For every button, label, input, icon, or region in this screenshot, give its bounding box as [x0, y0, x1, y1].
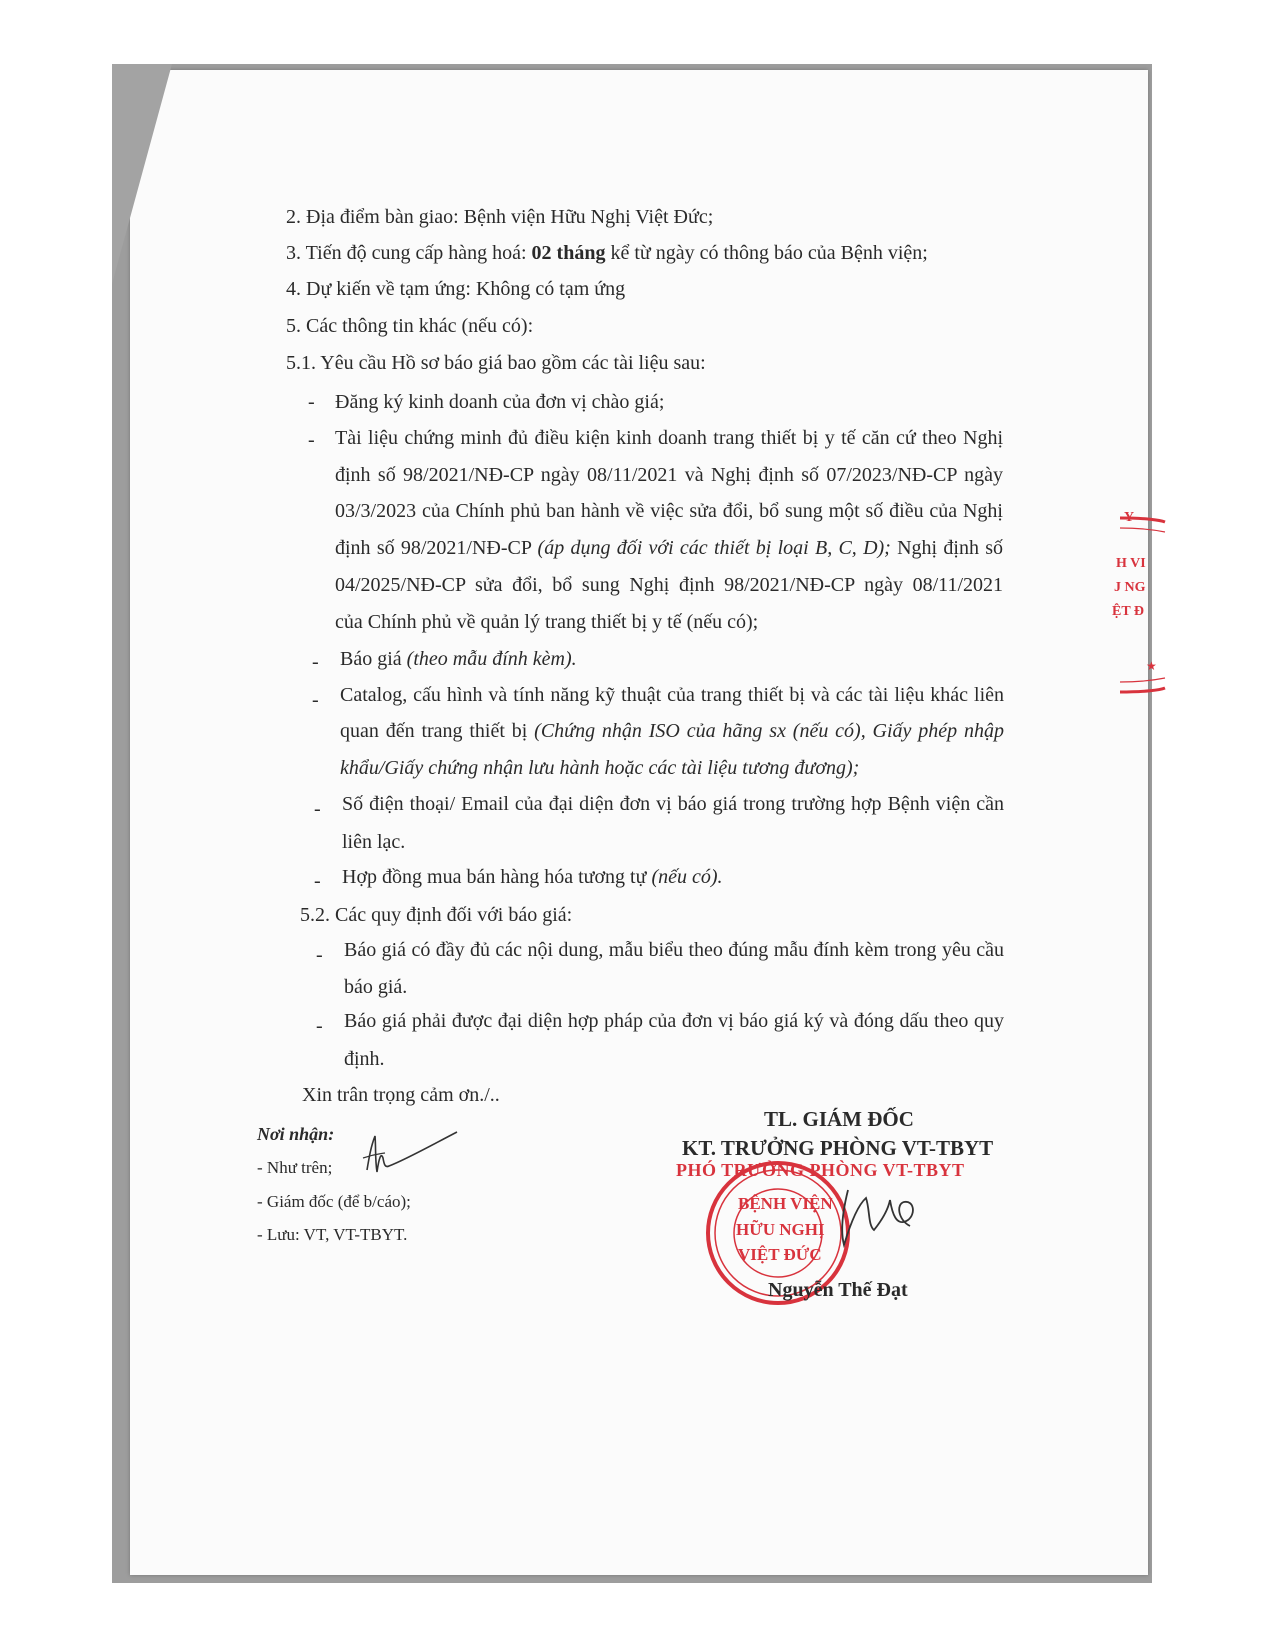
closing-line: Xin trân trọng cảm ơn./.. — [302, 1084, 500, 1106]
doc-item-2-line-3: 03/3/2023 của Chính phủ ban hành về việc sửa đổi, bổ sung một số điều của Nghị — [335, 500, 1003, 522]
side-stamp-line-2: H VI — [1116, 556, 1146, 571]
doc-item-2-line-4: định số 98/2021/NĐ-CP (áp dụng đối với các thiết bị loại B, C, D); Nghị định số — [335, 537, 1003, 559]
item-3: 3. Tiến độ cung cấp hàng hoá: 02 tháng kể từ ngày có thông báo của Bệnh viện; — [286, 242, 928, 264]
side-stamp-line-3: J NG — [1114, 580, 1146, 595]
signer-name: Nguyễn Thế Đạt — [768, 1279, 908, 1301]
signature-line-2: KT. TRƯỞNG PHÒNG VT-TBYT — [682, 1136, 994, 1160]
doc-item-4-line-3: khẩu/Giấy chứng nhận lưu hành hoặc các tài liệu tương đương); — [340, 757, 860, 779]
director-signature — [818, 1170, 928, 1260]
doc-item-4-line-2: quan đến trang thiết bị (Chứng nhận ISO của hãng sx (nếu có), Giấy phép nhập — [340, 720, 1004, 742]
item-5-2: 5.2. Các quy định đối với báo giá: — [300, 904, 573, 926]
doc-item-4-line-1: Catalog, cấu hình và tính năng kỹ thuật của trang thiết bị và các tài liệu khác liên — [340, 684, 1004, 706]
doc-item-2-line-2: định số 98/2021/NĐ-CP ngày 08/11/2021 và Nghị định số 07/2023/NĐ-CP ngày — [335, 464, 1003, 486]
bullet-dash: - — [316, 1015, 323, 1037]
bullet-dash: - — [312, 651, 319, 673]
initials-signature — [355, 1128, 465, 1183]
doc-item-6: Hợp đồng mua bán hàng hóa tương tự (nếu có). — [342, 866, 723, 888]
bullet-dash: - — [308, 391, 315, 413]
doc-item-5-line-2: liên lạc. — [342, 831, 406, 853]
bullet-dash: - — [316, 944, 323, 966]
doc-item-2-line-5: 04/2025/NĐ-CP sửa đổi, bổ sung Nghị định 98/2021/NĐ-CP ngày 08/11/2021 — [335, 574, 1003, 596]
bullet-dash: - — [314, 870, 321, 892]
signature-line-1: TL. GIÁM ĐỐC — [764, 1107, 914, 1131]
rule-2-line-1: Báo giá phải được đại diện hợp pháp của đơn vị báo giá ký và đóng dấu theo quy — [344, 1010, 1004, 1032]
stamp-line-1: BỆNH VIỆN — [738, 1194, 833, 1213]
doc-item-2-line-6: của Chính phủ về quản lý trang thiết bị y tế (nếu có); — [335, 611, 759, 633]
stamp-line-3: VIỆT ĐỨC — [738, 1245, 822, 1264]
bullet-dash: - — [314, 798, 321, 820]
recipient-3: - Lưu: VT, VT-TBYT. — [257, 1225, 408, 1244]
item-4: 4. Dự kiến về tạm ứng: Không có tạm ứng — [286, 278, 626, 300]
side-stamp-line-4: ỆT Đ — [1112, 604, 1145, 619]
doc-item-2-line-1: Tài liệu chứng minh đủ điều kiện kinh doanh trang thiết bị y tế căn cứ theo Nghị — [335, 427, 1003, 449]
item-5-1: 5.1. Yêu cầu Hồ sơ báo giá bao gồm các tài liệu sau: — [286, 352, 706, 374]
side-stamp-line-1: Y — [1124, 510, 1135, 525]
rule-2-line-2: định. — [344, 1048, 385, 1070]
rule-1-line-2: báo giá. — [344, 976, 408, 998]
bullet-dash: - — [308, 429, 315, 451]
item-5: 5. Các thông tin khác (nếu có): — [286, 315, 534, 337]
doc-item-3: Báo giá (theo mẫu đính kèm). — [340, 648, 577, 670]
side-stamp-fragment — [1112, 510, 1165, 700]
bullet-dash: - — [312, 689, 319, 711]
paper-sheet — [130, 70, 1148, 1575]
doc-item-1: Đăng ký kinh doanh của đơn vị chào giá; — [335, 391, 665, 413]
folded-corner — [112, 64, 172, 284]
recipient-1: - Như trên; — [257, 1158, 333, 1177]
recipient-2: - Giám đốc (để b/cáo); — [257, 1192, 411, 1211]
signature-line-3: PHÓ TRƯỞNG PHÒNG VT-TBYT — [676, 1160, 965, 1180]
recipients-heading: Nơi nhận: — [257, 1124, 335, 1144]
item-2: 2. Địa điểm bàn giao: Bệnh viện Hữu Nghị Việt Đức; — [286, 206, 714, 228]
rule-1-line-1: Báo giá có đầy đủ các nội dung, mẫu biểu theo đúng mẫu đính kèm trong yêu cầu — [344, 939, 1004, 961]
stamp-line-2: HỮU NGHỊ — [736, 1220, 825, 1239]
star-icon: ★ — [1146, 659, 1157, 673]
doc-item-5-line-1: Số điện thoại/ Email của đại diện đơn vị báo giá trong trường hợp Bệnh viện cần — [342, 793, 1004, 815]
